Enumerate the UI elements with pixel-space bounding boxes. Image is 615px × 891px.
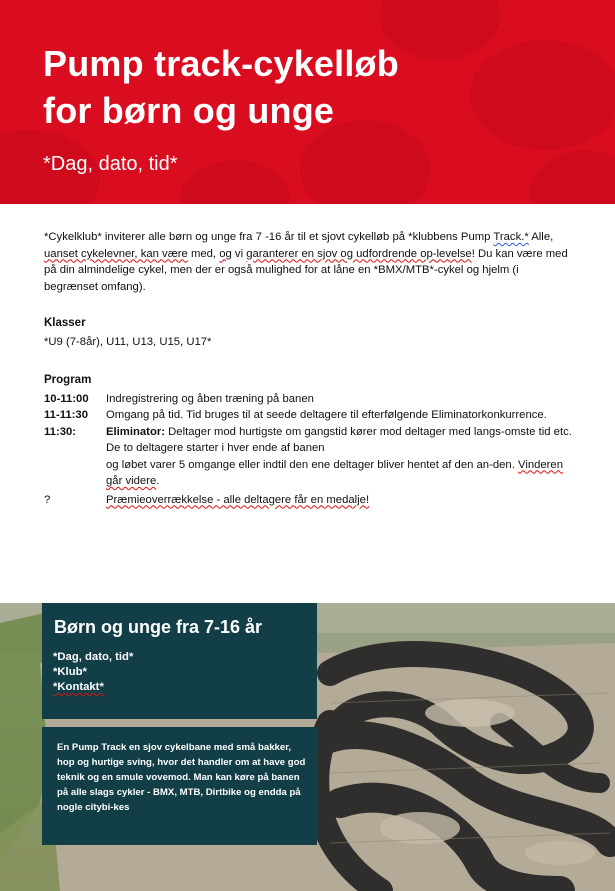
intro-text-flagged: og bbox=[219, 247, 232, 260]
intro-text: Alle, bbox=[528, 231, 554, 243]
panel-details bbox=[53, 650, 133, 695]
program-time: 11-11:30 bbox=[44, 409, 88, 421]
program-text: . bbox=[156, 475, 160, 487]
program-row bbox=[44, 424, 574, 457]
event-date-placeholder: *Dag, dato, tid* bbox=[43, 153, 178, 175]
eliminator-text: Deltager mod hurtigste om gangstid kører mod deltager med langs-omste tid etc. De to deltagere starter i hver ende af banen bbox=[106, 425, 572, 454]
program-description: Omgang på tid. Tid bruges til at seede deltagere til efterfølgende Eliminatorkonkurrence. bbox=[106, 409, 547, 421]
intro-text: *Cykelklub* inviterer alle børn og unge fra 7 -16 år til et sjovt cykelløb på *klubbens Pump bbox=[44, 231, 494, 243]
program-row bbox=[44, 457, 574, 490]
title-line-2: for børn og unge bbox=[43, 90, 335, 131]
program-description: Indregistrering og åben træning på banen bbox=[106, 392, 314, 405]
header-banner bbox=[0, 0, 615, 204]
page-title bbox=[43, 40, 399, 134]
program-description: Præmieoverrækkelse - alle deltagere får en medalje! bbox=[106, 493, 370, 506]
event-info-panel bbox=[42, 603, 317, 719]
panel-contact: *Kontakt* bbox=[53, 681, 104, 693]
program-text-flagged: Vinderen går videre bbox=[106, 458, 564, 487]
program-description bbox=[106, 424, 574, 457]
program-time: 10-11:00 bbox=[44, 392, 89, 405]
classes-heading: Klasser bbox=[44, 317, 86, 329]
description-panel bbox=[42, 727, 317, 845]
program-time: 11:30: bbox=[44, 425, 77, 438]
title-line-1: Pump track-cykelløb bbox=[43, 43, 399, 84]
main-content bbox=[44, 229, 574, 508]
program-row bbox=[44, 492, 574, 509]
intro-text: ! Du kan være med på din almindelige cykel, men der er også mulighed for at låne en *BMX/MTB*-cykel og hjelm (i begrænset omfang). bbox=[44, 247, 568, 293]
program-description bbox=[106, 457, 574, 490]
decor-blob bbox=[180, 160, 290, 204]
pump-track-description: En Pump Track en sjov cykelbane med små bakker, hop og hurtige sving, hvor det handler om at have god teknik og en smule vovemod. Man kan køre på banen på alle slags cykler - BMX, MTB, Dirtbike og endda på nogle citybi-kes bbox=[57, 742, 306, 813]
classes-list: *U9 (7-8år), U11, U13, U15, U17* bbox=[44, 335, 212, 348]
intro-text-flagged: uanset cykelevner, kan være bbox=[44, 247, 188, 260]
program-heading: Program bbox=[44, 374, 92, 386]
program-row bbox=[44, 391, 574, 408]
intro-text-flagged: garanterer en sjov og udfordrende op-levelse bbox=[246, 247, 472, 260]
intro-text-flagged: Track.* bbox=[493, 231, 529, 243]
decor-blob bbox=[530, 150, 615, 204]
intro-paragraph bbox=[44, 229, 574, 295]
program-time bbox=[44, 457, 106, 490]
decor-blob bbox=[470, 40, 615, 150]
panel-date: *Dag, dato, tid* bbox=[53, 651, 134, 663]
program-text: og løbet varer 5 omgange eller indtil den ene deltager bliver hentet af den an-den. bbox=[106, 458, 518, 471]
program-row bbox=[44, 407, 574, 424]
panel-club: *Klub* bbox=[53, 666, 87, 678]
intro-text: vi bbox=[231, 247, 247, 260]
panel-heading: Børn og unge fra 7-16 år bbox=[54, 617, 263, 637]
intro-text: med, bbox=[187, 247, 220, 260]
eliminator-label: Eliminator: bbox=[106, 425, 165, 438]
program-time: ? bbox=[44, 493, 51, 506]
